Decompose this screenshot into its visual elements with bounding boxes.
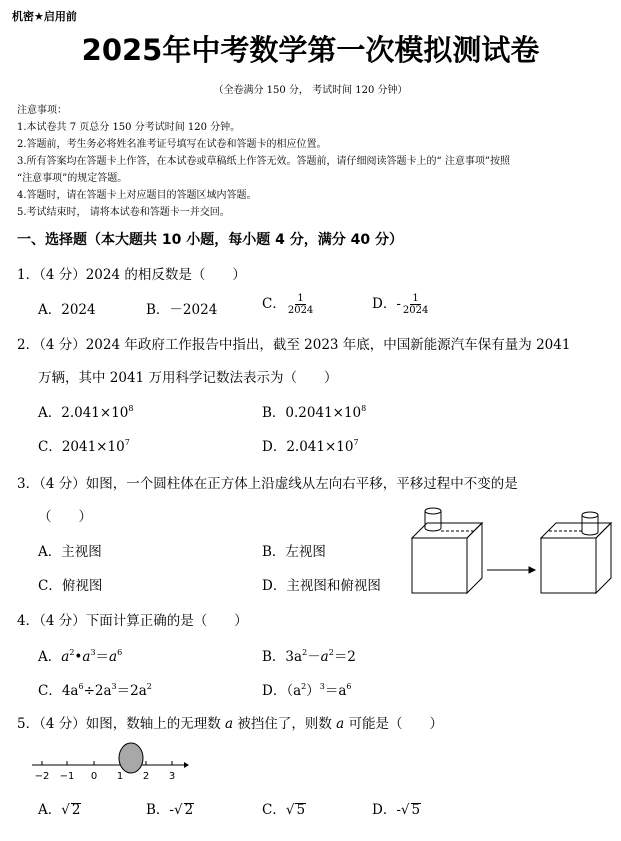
note-item: 4.答题时，请在答题卡上对应题目的答题区域内答题。 bbox=[17, 190, 257, 201]
q3-option-c: C．俯视图 bbox=[38, 578, 103, 594]
q1-option-a: A．2024 bbox=[38, 302, 96, 318]
note-item: “注意事项”的规定答题。 bbox=[17, 173, 128, 184]
q5-option-c: C．√ 5 bbox=[262, 802, 306, 818]
question-2-stem-line2: 万辆，其中 2041 万用科学记数法表示为（ ） bbox=[38, 370, 338, 386]
sqrt-icon: √ bbox=[61, 802, 70, 818]
question-1-stem: 1．（4 分）2024 的相反数是（ ） bbox=[17, 267, 246, 283]
q5-option-d: D．-√ 5 bbox=[372, 802, 421, 818]
covering-blob bbox=[119, 743, 143, 773]
q1-option-c bbox=[262, 292, 315, 316]
fraction: $\frac{1}{2024}$ bbox=[287, 293, 314, 316]
q4-option-a: A．$a^2•a^3=a^6$ bbox=[38, 648, 123, 665]
left-cube-side bbox=[467, 523, 482, 593]
question-3-stem-line2: （ ） bbox=[38, 509, 92, 525]
tick-label: 1 bbox=[116, 771, 124, 782]
question-2-stem-line1: 2．（4 分）2024 年政府工作报告中指出，截至 2023 年底，中国新能源汽车保有量为 2041 bbox=[17, 337, 571, 353]
q4-option-c: C．$4a^6\div 2a^3=2a^2$ bbox=[38, 682, 152, 699]
question-4-stem: 4．（4 分）下面计算正确的是（ ） bbox=[17, 613, 248, 629]
q4-option-b: B．$3a^2-a^2=2$ bbox=[262, 648, 356, 665]
axis-arrow bbox=[184, 762, 189, 768]
right-cube-side bbox=[596, 523, 611, 593]
note-item: 5.考试结束时， 请将本试卷和答题卡一并交回。 bbox=[17, 207, 230, 218]
option-label: D． bbox=[372, 296, 397, 312]
tick-label: 3 bbox=[168, 771, 176, 782]
tick-label: 0 bbox=[90, 771, 98, 782]
cube-cylinder-figure bbox=[405, 503, 617, 603]
sqrt-icon: √ bbox=[400, 802, 410, 818]
right-cube-front bbox=[541, 538, 596, 593]
page-title: 2025年中考数学第一次模拟测试卷 bbox=[81, 33, 540, 67]
question-5-stem: 5．（4 分）如图，数轴上的无理数 a 被挡住了，则数 a 可能是（ ） bbox=[17, 716, 444, 732]
section-heading: 一、选择题（本大题共 10 小题，每小题 4 分，满分 40 分） bbox=[17, 232, 403, 248]
note-item: 3.所有答案均在答题卡上作答，在本试卷或草稿纸上作答无效。答题前，请仔细阅读答题卡上的“ 注意事项”按照 bbox=[17, 156, 510, 167]
tick-label: −1 bbox=[59, 771, 75, 782]
tick-label: 2 bbox=[142, 771, 150, 782]
number-line-figure bbox=[30, 740, 190, 784]
q1-option-b: B．－2024 bbox=[146, 302, 218, 318]
q2-option-c: C．$2041\times 10^7$ bbox=[38, 438, 130, 455]
q5-option-a: A．√ 2 bbox=[38, 802, 81, 818]
q3-option-a: A．主视图 bbox=[38, 544, 102, 560]
exam-info: （全卷满分 150 分， 考试时间 120 分钟） bbox=[213, 85, 408, 96]
option-label: C． bbox=[262, 296, 286, 312]
q5-option-b: B．-√ 2 bbox=[146, 802, 194, 818]
note-item: 1.本试卷共 7 页总分 150 分考试时间 120 分钟。 bbox=[17, 122, 241, 133]
question-3-stem-line1: 3．（4 分）如图，一个圆柱体在正方体上沿虚线从左向右平移，平移过程中不变的是 bbox=[17, 476, 518, 492]
q2-option-b: B．$0.2041\times 10^8$ bbox=[262, 404, 367, 421]
q2-option-a: A．$2.041\times 10^8$ bbox=[38, 404, 134, 421]
notes-heading: 注意事项： bbox=[17, 105, 67, 116]
confidential-label: 机密★启用前 bbox=[12, 10, 77, 23]
q3-option-d: D．主视图和俯视图 bbox=[262, 578, 381, 594]
q3-option-b: B．左视图 bbox=[262, 544, 326, 560]
fraction: $\frac{1}{2024}$ bbox=[402, 293, 429, 316]
tick-label: −2 bbox=[34, 771, 50, 782]
sqrt-icon: √ bbox=[285, 802, 295, 818]
arrow-head bbox=[529, 567, 535, 573]
sqrt-icon: √ bbox=[173, 802, 183, 818]
q1-option-d bbox=[372, 292, 430, 316]
note-item: 2.答题前，考生务必将姓名准考证号填写在试卷和答题卡的相应位置。 bbox=[17, 139, 327, 150]
minus-sign: - bbox=[396, 296, 401, 312]
left-cube-front bbox=[412, 538, 467, 593]
q2-option-d: D．$2.041\times 10^7$ bbox=[262, 438, 359, 455]
q4-option-d: D．$(a^2)^3=a^6$ bbox=[262, 682, 352, 699]
